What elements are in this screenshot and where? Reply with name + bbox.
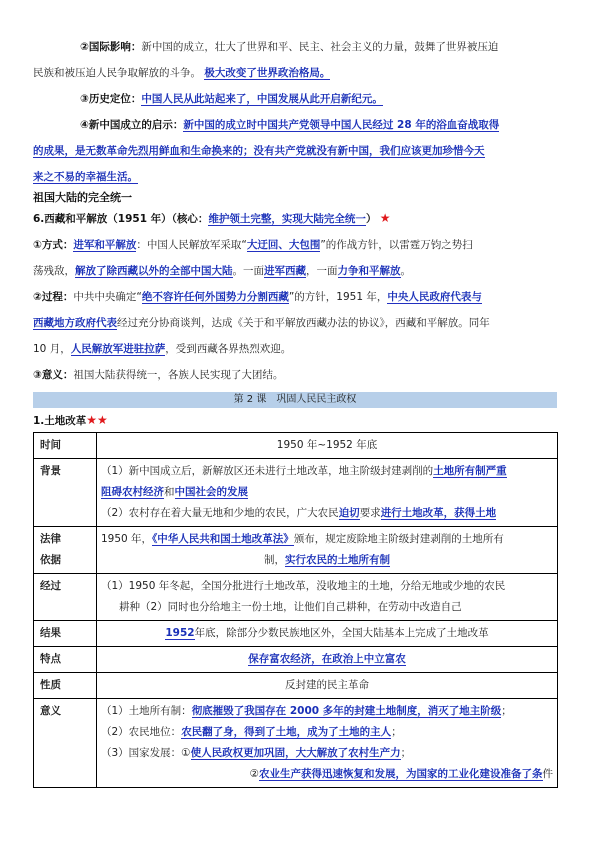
row-key-process: 经过 — [34, 574, 97, 621]
row-key-time: 时间 — [34, 433, 97, 459]
law-key2: 依据 — [40, 554, 61, 566]
bg-1a: （1）新中国成立后，新解放区还未进行土地改革，地主阶级封建剥削的 — [101, 465, 434, 477]
enlightenment-hl1: 新中国的成立时中国共产党领导中国人民经过 28 年的浴血奋战取得 — [183, 119, 500, 131]
table-row — [34, 647, 558, 673]
row-value-time: 1950 年~1952 年底 — [97, 433, 558, 459]
table-row — [34, 574, 558, 621]
sig-3a: （3）国家发展：① — [101, 747, 191, 759]
method-line1 — [33, 237, 473, 252]
enlightenment-hl2: 的成果，是无数革命先烈用鲜血和生命换来的；没有共产党就没有新中国，我们应该更加珍惜今天 — [33, 145, 485, 157]
process-hl2: 中央人民政府代表与 — [387, 291, 482, 303]
table-row — [34, 459, 558, 527]
method-hl3: 解放了除西藏以外的全部中国大陆 — [75, 265, 233, 277]
result-year: 1952 — [165, 627, 195, 639]
method-hl5: 力争和平解放 — [337, 265, 401, 277]
star-icon: ★★ — [86, 413, 108, 427]
row-value-feature — [97, 647, 558, 673]
sig-1a: （1）土地所有制： — [101, 705, 192, 717]
process-t4: 10 月， — [33, 343, 71, 355]
table-row — [34, 673, 558, 699]
row-value-process — [97, 574, 558, 621]
row-value-result — [97, 621, 558, 647]
row-key-legal-basis — [34, 527, 97, 574]
enlightenment-line2 — [33, 143, 485, 158]
sig-line1 — [101, 701, 553, 722]
process-line2 — [33, 315, 490, 330]
lesson-banner: 第 2 课 巩固人民民主政权 — [33, 392, 557, 408]
process-t2: ”的方针，1951 年， — [288, 291, 388, 303]
significance-label: ③意义： — [33, 369, 74, 381]
sig-line3 — [101, 743, 553, 764]
process-label: ②过程： — [33, 291, 74, 303]
sig-3hl: 使人民政权更加巩固，大大解放了农村生产力 — [190, 747, 401, 759]
process-row-line1: （1）1950 年冬起，全国分批进行土地改革，没收地主的土地，分给无地或少地的农民 — [101, 580, 506, 592]
method-t4: 。一面 — [232, 265, 264, 277]
process-row-line2: 耕种（2）同时也分给地主一份土地，让他们自己耕种，在劳动中改造自己 — [119, 601, 462, 613]
intl-impact-label: ②国际影响： — [80, 41, 142, 53]
enlightenment-line1 — [80, 117, 499, 132]
land-reform-title-text: 1.土地改革 — [33, 415, 87, 427]
table-row — [34, 699, 558, 788]
sig-1b: ； — [501, 705, 512, 717]
law-key1: 法律 — [40, 533, 61, 545]
row-key-nature: 性质 — [34, 673, 97, 699]
bg-3hl: 迫切 — [338, 507, 360, 519]
section-heading-unification: 祖国大陆的完全统一 — [33, 191, 132, 204]
enlightenment-label: ④新中国成立的启示： — [80, 119, 184, 131]
process-t3: 经过充分协商谈判，达成《关于和平解放西藏办法的协议》，西藏和平解放。同年 — [117, 317, 490, 329]
table-row — [34, 621, 558, 647]
bg-1hl: 土地所有制严重 — [433, 465, 507, 477]
law-1a: 1950 年， — [101, 533, 153, 545]
sig-4b: 件 — [542, 768, 553, 780]
tibet-title-prefix: 6.西藏和平解放（1951 年）（核心： — [33, 213, 209, 225]
sig-line4 — [101, 764, 553, 785]
process-line1 — [33, 289, 482, 304]
row-key-result: 结果 — [34, 621, 97, 647]
historical-position — [80, 91, 383, 106]
row-key-feature: 特点 — [34, 647, 97, 673]
historical-position-label: ③历史定位： — [80, 93, 142, 105]
sig-2hl: 农民翻了身，得到了土地，成为了土地的主人 — [181, 726, 392, 738]
significance-line — [33, 367, 283, 382]
table-row — [34, 527, 558, 574]
intl-impact-line2 — [33, 65, 330, 80]
sig-4a: ② — [249, 768, 259, 780]
sig-2b: ； — [391, 726, 402, 738]
bg-line2 — [101, 482, 553, 503]
law-1hl: 《中华人民共和国土地改革法》 — [152, 533, 294, 545]
significance-text: 祖国大陆获得统一，各族人民实现了大团结。 — [73, 369, 284, 381]
process-hl1: 绝不容许任何外国势力分割西藏 — [141, 291, 289, 303]
land-reform-table — [33, 432, 558, 788]
process-t5: ，受到西藏各界热烈欢迎。 — [165, 343, 292, 355]
method-label: ①方式： — [33, 239, 74, 251]
tibet-title-suffix: ） — [365, 213, 377, 225]
enlightenment-line3 — [33, 169, 138, 184]
method-t3: 荡残敌， — [33, 265, 75, 277]
bg-line3 — [101, 503, 553, 524]
method-line2 — [33, 263, 411, 278]
result-text: 年底，除部分少数民族地区外，全国大陆基本上完成了土地改革 — [194, 627, 489, 639]
sig-2a: （2）农民地位： — [101, 726, 182, 738]
enlightenment-hl3: 来之不易的幸福生活。 — [33, 171, 138, 183]
method-t1: ：中国人民解放军采取“ — [136, 239, 247, 251]
tibet-title — [33, 211, 391, 226]
intl-impact-text2: 民族和被压迫人民争取解放的斗争。 — [33, 67, 201, 79]
intl-impact-text: 新中国的成立，壮大了世界和平、民主、社会主义的力量，鼓舞了世界被压迫 — [141, 41, 499, 53]
method-t5: ，一面 — [306, 265, 338, 277]
bg-3b: 要求 — [359, 507, 381, 519]
law-line1 — [101, 529, 553, 550]
process-hl4: 人民解放军进驻拉萨 — [70, 343, 166, 355]
row-value-significance — [97, 699, 558, 788]
star-icon: ★ — [379, 211, 391, 225]
table-row — [34, 433, 558, 459]
feature-highlight: 保存富农经济，在政治上中立富农 — [248, 653, 406, 665]
process-line3 — [33, 341, 291, 356]
sig-1hl: 彻底摧毁了我国存在 2000 多年的封建土地制度，消灭了地主阶级 — [191, 705, 502, 717]
law-2a: 制， — [264, 554, 285, 566]
sig-3b: ； — [400, 747, 412, 759]
bg-2hl: 阻碍农村经济 — [101, 486, 164, 498]
method-hl4: 进军西藏 — [264, 265, 306, 277]
process-t1: 中共中央确定“ — [73, 291, 142, 303]
row-key-significance: 意义 — [34, 699, 97, 788]
bg-line1 — [101, 461, 553, 482]
bg-2hl2: 中国社会的发展 — [174, 486, 248, 498]
tibet-title-highlight: 维护领土完整，实现大陆完全统一 — [208, 213, 366, 225]
law-line2 — [101, 550, 553, 571]
process-hl3: 西藏地方政府代表 — [33, 317, 117, 329]
law-2hl: 实行农民的土地所有制 — [285, 554, 390, 566]
bg-3hl2: 进行土地改革，获得土地 — [380, 507, 497, 519]
method-hl1: 进军和平解放 — [73, 239, 137, 251]
sig-line2 — [101, 722, 553, 743]
row-value-nature: 反封建的民主革命 — [97, 673, 558, 699]
intl-impact-line1 — [80, 39, 498, 54]
bg-2t: 和 — [164, 486, 175, 498]
method-t2: ”的作战方针，以雷霆万钧之势扫 — [320, 239, 473, 251]
law-1b: 颁布，规定废除地主阶级封建剥削的土地所有 — [293, 533, 504, 545]
bg-3a: （2）农村存在着大量无地和少地的农民，广大农民 — [101, 507, 339, 519]
sig-4hl: 农业生产获得迅速恢复和发展，为国家的工业化建设准备了条 — [259, 768, 543, 780]
row-key-background: 背景 — [34, 459, 97, 527]
land-reform-title — [33, 413, 108, 428]
historical-position-highlight: 中国人民从此站起来了，中国发展从此开启新纪元。 — [141, 93, 383, 105]
row-value-legal-basis — [97, 527, 558, 574]
method-hl2: 大迂回、大包围 — [246, 239, 321, 251]
intl-impact-highlight: 极大改变了世界政治格局。 — [204, 67, 331, 79]
row-value-background — [97, 459, 558, 527]
method-t6: 。 — [400, 265, 411, 277]
